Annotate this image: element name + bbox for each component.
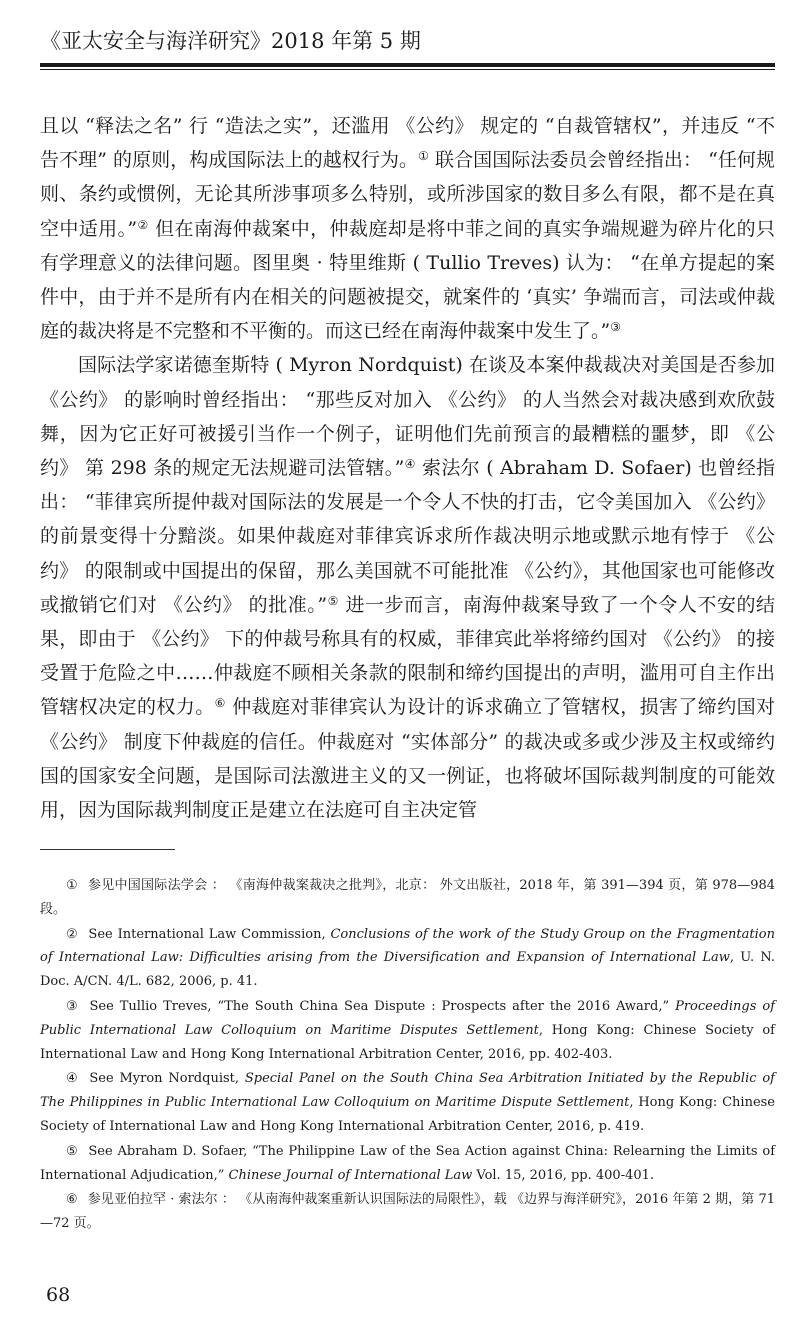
footnote-text: , Hong Kong: Chinese Society of International Law and Hong Kong International Arbitration Center, 2016, p. 419. (40, 1095, 776, 1134)
running-header: 《亚太安全与海洋研究》2018 年第 5 期 (40, 29, 421, 53)
page-number: 68 (46, 1284, 71, 1306)
footnote-mark: ② (66, 926, 79, 942)
footnote-text: 参见中国国际法学会 ： 《南海仲裁案裁决之批判》，北京： 外文出版社，2018 年，第 391—394 页，第 978—984 段。 (40, 878, 776, 917)
footnote-mark: ③ (66, 998, 80, 1014)
paragraph-text: 联合国国际法委员会曾经指出： “任何规则、条约或惯例，无论其所涉事项多么特别，或所涉国家的数目多么有限，都不是在真空中适用。” (40, 149, 775, 240)
footnote-5 (40, 1140, 775, 1188)
footnote-ref-3[interactable]: ③ (610, 320, 621, 335)
paragraph-text: 仲裁庭对菲律宾认为设计的诉求确立了管辖权，损害了缔约国对 《公约》 制度下仲裁庭的信任。仲裁庭对 “实体部分” 的裁决或多或少涉及主权或缔约国的国家安全问题，是国际司法激进主义的又一例证，也将破坏国际裁判制度的可能效用，因为国际裁判制度正是建立在法庭可自主决定管 (40, 696, 776, 822)
footnote-text: Vol. 15, 2016, pp. 400-401. (472, 1167, 655, 1183)
footnote-title: Proceedings of Public International Law Colloquium on Maritime Disputes Settlement (40, 998, 775, 1038)
footnote-2 (40, 923, 775, 994)
footnote-text: See Myron Nordquist, (89, 1071, 245, 1087)
footnote-mark: ⑤ (66, 1143, 79, 1159)
footnotes (40, 874, 775, 1236)
footnote-mark: ① (66, 878, 78, 893)
footnote-title: Chinese Journal of International Law (228, 1167, 473, 1183)
body-text (40, 109, 775, 827)
footnote-text: See Abraham D. Sofaer, “The Philippine Law of the Sea Action against China: Relearning the Limits of International Adjudication,” (40, 1143, 776, 1183)
footnote-1 (40, 874, 775, 922)
footnote-ref-6[interactable]: ⑥ (214, 696, 226, 711)
footnote-3 (40, 995, 775, 1066)
footnote-ref-1[interactable]: ① (418, 149, 429, 164)
footnote-text: , U. N. Doc. A/CN. 4/L. 682, 2006, p. 41. (40, 950, 776, 990)
footnote-title: Conclusions of the work of the Study Group on the Fragmentation of International Law: Difficulties arising from the Diversification and Expansion of International Law (40, 926, 775, 966)
footnote-title: Special Panel on the South China Sea Arbitration Initiated by the Republic of The Philippines in Public International Law Colloquium on Maritime Dispute Settlement (40, 1071, 775, 1111)
paragraph-2 (40, 348, 775, 827)
footnote-ref-5[interactable]: ⑤ (327, 593, 339, 608)
footnote-ref-4[interactable]: ④ (404, 457, 416, 472)
footnote-text: See International Law Commission, (88, 926, 331, 942)
paragraph-text: 国际法学家诺德奎斯特 ( Myron Nordquist) 在谈及本案仲裁裁决对美国是否参加 《公约》 的影响时曾经指出： “那些反对加入 《公约》 的人当然会对裁决感到欢欣鼓舞，因为它正好可被援引当作一个例子，证明他们先前预言的最糟糕的噩梦，即 《公约》 第 298 条的规定无法规避司法管辖。” (40, 354, 775, 480)
footnote-mark: ⑥ (66, 1192, 78, 1208)
paragraph-text: 且以 “释法之名” 行 “造法之实”，还滥用 《公约》 规定的 “自裁管辖权”，并违反 “不告不理” 的原则，构成国际法上的越权行为。 (40, 115, 775, 172)
paragraph-text: 进一步而言，南海仲裁案导致了一个令人不安的结果，即由于 《公约》 下的仲裁号称具有的权威，菲律宾此举将缔约国对 《公约》 的接受置于危险之中……仲裁庭不顾相关条款的限制和缔约国提出的声明，滥用可自主作出管辖权决定的权力。 (40, 593, 776, 719)
footnote-text: 参见亚伯拉罕 · 索法尔 ： 《从南海仲裁案重新认识国际法的局限性》，载 《边界与海洋研究》，2016 年第 2 期，第 71—72 页。 (40, 1192, 775, 1232)
footnote-6 (40, 1188, 775, 1236)
footnote-text: , Hong Kong: Chinese Society of International Law and Hong Kong International Arbitration Center, 2016, pp. 402-403. (40, 1022, 775, 1062)
footnote-mark: ④ (66, 1071, 80, 1087)
footnote-4 (40, 1067, 775, 1138)
header-rule-thick (40, 63, 775, 67)
paragraph-1 (40, 109, 775, 348)
header-rule-thin (40, 69, 775, 70)
paragraph-text: 但在南海仲裁案中，仲裁庭却是将中菲之间的真实争端规避为碎片化的只有学理意义的法律问题。图里奥 · 特里维斯 ( Tullio Treves) 认为： “在单方提起的案件中，由于并不是所有内在相关的问题被提交，就案件的 ‘真实’ 争端而言，司法或仲裁庭的裁决将是不完整和不平衡的。而这已经在南海仲裁案中发生了。” (40, 217, 775, 343)
footnote-text: See Tullio Treves, “The South China Sea Dispute : Prospects after the 2016 Award,” (89, 998, 676, 1014)
footnote-separator (40, 849, 175, 850)
paragraph-text: 索法尔 ( Abraham D. Sofaer) 也曾经指出： “菲律宾所提仲裁对国际法的发展是一个令人不快的打击，它令美国加入 《公约》 的前景变得十分黯淡。如果仲裁庭对菲律宾诉求所作裁决明示地或默示地有悖于 《公约》 的限制或中国提出的保留，那么美国就不可能批准 《公约》，其他国家也可能修改或撤销它们对 《公约》 的批准。” (40, 457, 775, 616)
footnote-ref-2[interactable]: ② (137, 217, 149, 232)
